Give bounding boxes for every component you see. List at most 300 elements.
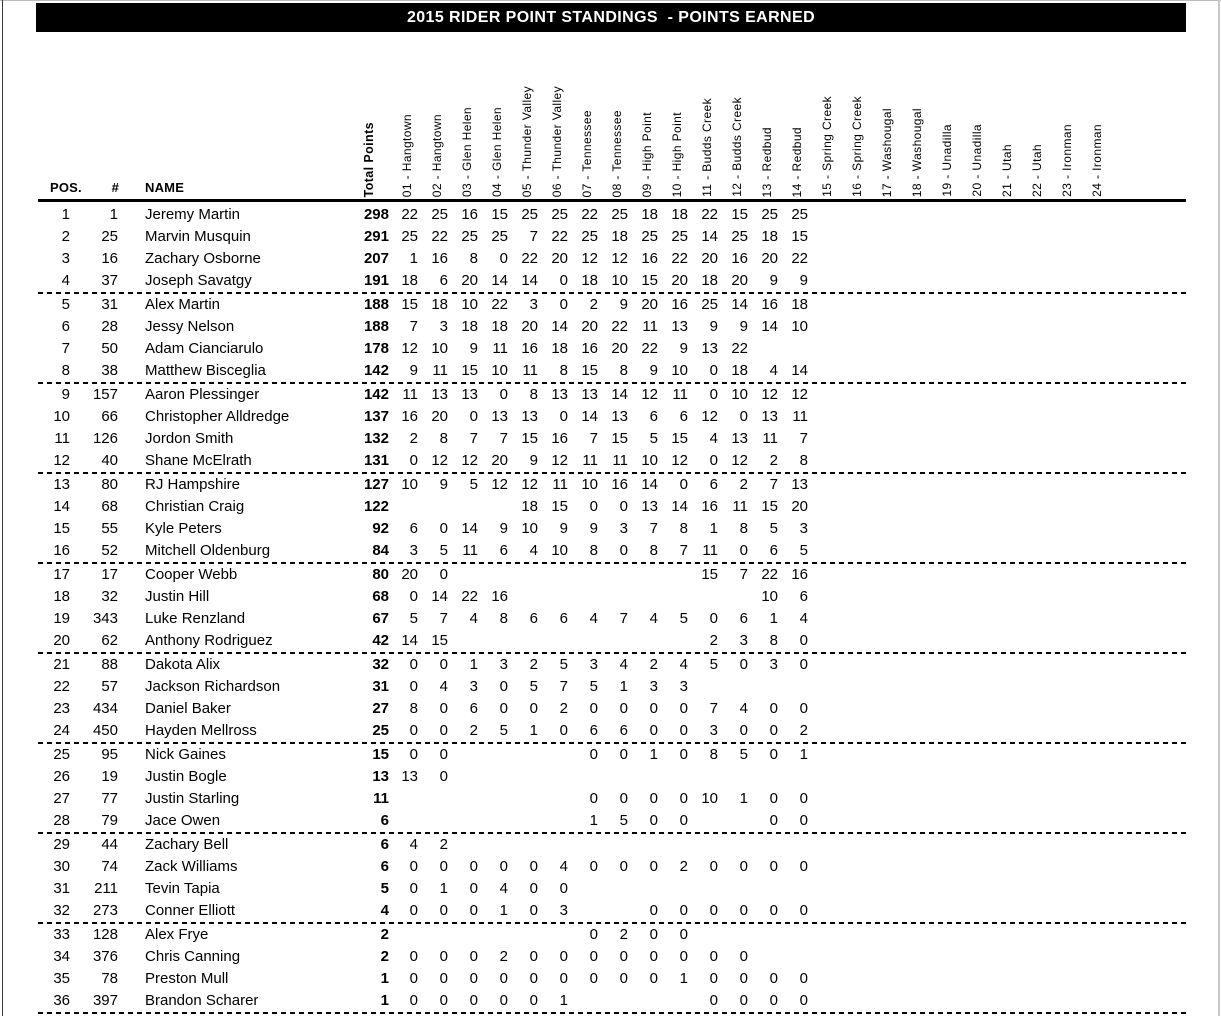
round-points-cell: 13 — [701, 340, 718, 357]
round-points-cell: 11 — [702, 542, 718, 559]
round-column-header-label: 09 - High Point — [640, 111, 654, 197]
round-points-cell: 6 — [589, 722, 598, 739]
standings-table — [38, 33, 1186, 1014]
table-row — [38, 496, 1186, 518]
round-points-cell: 3 — [649, 678, 658, 695]
round-column-header-label: 07 - Tennessee — [580, 109, 594, 197]
round-points-cell: 18 — [611, 228, 628, 245]
total-points-cell: 6 — [380, 858, 389, 875]
round-points-cell: 4 — [649, 610, 658, 627]
round-points-cell: 0 — [499, 992, 508, 1009]
total-points-cell: 188 — [363, 318, 389, 335]
round-points-cell: 9 — [739, 318, 748, 335]
position-cell: 30 — [53, 858, 70, 875]
round-points-cell: 0 — [409, 948, 418, 965]
round-points-cell: 15 — [701, 566, 718, 583]
table-row — [38, 766, 1186, 788]
round-points-cell: 1 — [559, 992, 568, 1009]
round-points-cell: 0 — [439, 722, 448, 739]
round-points-cell: 0 — [799, 992, 808, 1009]
position-cell: 14 — [53, 498, 70, 515]
round-points-cell: 16 — [401, 408, 418, 425]
round-points-cell: 10 — [401, 476, 418, 493]
round-points-cell: 18 — [581, 272, 598, 289]
rider-number-cell: 68 — [101, 498, 118, 515]
round-points-cell: 20 — [761, 250, 778, 267]
round-points-cell: 15 — [491, 206, 508, 223]
position-cell: 34 — [53, 948, 70, 965]
rider-name-cell: Preston Mull — [145, 970, 229, 987]
round-points-cell: 14 — [461, 520, 478, 537]
round-points-cell: 20 — [701, 250, 718, 267]
position-cell: 8 — [61, 362, 70, 379]
rider-name-cell: Jackson Richardson — [145, 678, 281, 695]
rider-name-cell: Zachary Bell — [145, 836, 229, 853]
round-points-cell: 25 — [461, 228, 478, 245]
round-points-cell: 2 — [769, 452, 778, 469]
round-points-cell: 16 — [611, 476, 628, 493]
round-points-cell: 25 — [491, 228, 508, 245]
round-points-cell: 0 — [739, 656, 748, 673]
rider-number-cell: 80 — [101, 476, 118, 493]
round-points-cell: 0 — [619, 948, 628, 965]
rider-name-cell: Tevin Tapia — [145, 880, 220, 897]
round-points-cell: 0 — [709, 386, 718, 403]
round-points-cell: 13 — [521, 408, 538, 425]
round-points-cell: 7 — [619, 610, 628, 627]
total-points-cell: 31 — [372, 678, 389, 695]
round-points-cell: 0 — [619, 700, 628, 717]
round-points-cell: 0 — [499, 858, 508, 875]
round-points-cell: 20 — [671, 272, 688, 289]
rider-number-cell: 57 — [101, 678, 118, 695]
position-cell: 13 — [53, 476, 70, 493]
round-column-header-label: 06 - Thunder Valley — [550, 85, 564, 197]
round-points-cell: 0 — [409, 722, 418, 739]
round-points-cell: 0 — [679, 948, 688, 965]
rider-name-cell: Zachary Osborne — [145, 250, 261, 267]
round-column-header — [422, 114, 452, 199]
round-points-cell: 0 — [769, 970, 778, 987]
round-points-cell: 20 — [791, 498, 808, 515]
round-points-cell: 25 — [671, 228, 688, 245]
round-points-cell: 25 — [611, 206, 628, 223]
round-points-cell: 12 — [731, 452, 748, 469]
table-row — [38, 924, 1186, 946]
round-points-cell: 0 — [769, 858, 778, 875]
round-points-cell: 6 — [619, 722, 628, 739]
round-points-cell: 14 — [551, 318, 568, 335]
round-points-cell: 6 — [439, 272, 448, 289]
round-points-cell: 0 — [739, 722, 748, 739]
rider-name-cell: Aaron Plessinger — [145, 386, 260, 403]
table-row — [38, 990, 1186, 1012]
position-cell: 9 — [61, 386, 70, 403]
round-points-cell: 9 — [469, 340, 478, 357]
round-points-cell: 5 — [529, 678, 538, 695]
rider-name-cell: Dakota Alix — [145, 656, 221, 673]
rider-number-cell: 1 — [109, 206, 118, 223]
round-points-cell: 25 — [401, 228, 418, 245]
round-points-cell: 18 — [701, 272, 718, 289]
total-points-cell: 68 — [372, 588, 389, 605]
round-column-header-label: 10 - High Point — [670, 111, 684, 197]
round-points-cell: 5 — [439, 542, 448, 559]
round-points-cell: 0 — [409, 656, 418, 673]
round-column-header-label: 22 - Utah — [1030, 144, 1044, 197]
round-points-cell: 1 — [769, 610, 778, 627]
rider-name-cell: Kyle Peters — [145, 520, 222, 537]
round-column-header — [842, 96, 872, 199]
round-points-cell: 0 — [499, 970, 508, 987]
rider-name-cell: Daniel Baker — [145, 700, 231, 717]
table-row — [38, 968, 1186, 990]
total-points-cell: 291 — [363, 228, 389, 245]
rider-number-cell: 78 — [101, 970, 118, 987]
round-points-cell: 18 — [401, 272, 418, 289]
round-points-cell: 13 — [731, 430, 748, 447]
round-points-cell: 1 — [409, 250, 418, 267]
round-points-cell: 0 — [529, 970, 538, 987]
round-column-header — [452, 107, 482, 199]
round-points-cell: 18 — [641, 206, 658, 223]
round-column-header — [602, 110, 632, 199]
rider-number-cell: 32 — [101, 588, 118, 605]
round-points-cell: 1 — [709, 520, 718, 537]
round-points-cell: 0 — [499, 386, 508, 403]
rider-number-cell: 62 — [101, 632, 118, 649]
round-column-header — [902, 108, 932, 199]
round-points-cell: 14 — [431, 588, 448, 605]
round-points-cell: 11 — [672, 386, 688, 403]
table-row — [38, 428, 1186, 450]
round-points-cell: 8 — [469, 250, 478, 267]
rider-name-cell: Nick Gaines — [145, 746, 226, 763]
rider-name-cell: Mitchell Oldenburg — [145, 542, 271, 559]
round-points-cell: 3 — [469, 678, 478, 695]
round-points-cell: 0 — [769, 992, 778, 1009]
position-cell: 10 — [53, 408, 70, 425]
round-points-cell: 0 — [439, 992, 448, 1009]
round-points-cell: 0 — [739, 858, 748, 875]
table-row — [38, 788, 1186, 810]
rider-name-cell: Justin Bogle — [145, 768, 227, 785]
round-column-header — [932, 124, 962, 199]
round-points-cell: 0 — [409, 746, 418, 763]
rider-number-cell: 450 — [92, 722, 118, 739]
round-points-cell: 3 — [799, 520, 808, 537]
position-cell: 15 — [53, 520, 70, 537]
round-points-cell: 22 — [401, 206, 418, 223]
round-points-cell: 0 — [769, 722, 778, 739]
total-points-cell: 32 — [372, 656, 389, 673]
position-cell: 27 — [53, 790, 70, 807]
round-points-cell: 0 — [529, 858, 538, 875]
round-points-cell: 9 — [439, 476, 448, 493]
table-row — [38, 744, 1186, 766]
round-points-cell: 0 — [409, 992, 418, 1009]
rider-number-cell: 126 — [92, 430, 118, 447]
round-points-cell: 25 — [551, 206, 568, 223]
total-points-cell: 137 — [363, 408, 389, 425]
round-column-header — [722, 97, 752, 199]
round-points-cell: 18 — [431, 296, 448, 313]
round-points-cell: 0 — [799, 632, 808, 649]
rider-number-column-header: # — [111, 180, 119, 195]
page-title: 2015 RIDER POINT STANDINGS - POINTS EARNED — [406, 8, 816, 26]
round-points-cell: 7 — [469, 430, 478, 447]
total-points-cell: 132 — [363, 430, 389, 447]
position-cell: 11 — [54, 430, 70, 447]
rider-name-cell: Joseph Savatgy — [145, 272, 252, 289]
total-points-cell: 1 — [380, 970, 389, 987]
round-points-cell: 22 — [761, 566, 778, 583]
round-points-cell: 3 — [769, 656, 778, 673]
round-points-cell: 0 — [769, 902, 778, 919]
round-points-cell: 10 — [461, 296, 478, 313]
table-row — [38, 630, 1186, 652]
round-points-cell: 5 — [469, 476, 478, 493]
round-points-cell: 11 — [612, 452, 628, 469]
round-points-cell: 2 — [409, 430, 418, 447]
round-points-cell: 0 — [739, 948, 748, 965]
title-bar — [36, 3, 1186, 32]
round-points-cell: 22 — [581, 206, 598, 223]
table-row — [38, 204, 1186, 226]
round-points-cell: 0 — [529, 948, 538, 965]
round-points-cell: 12 — [791, 386, 808, 403]
round-points-cell: 11 — [582, 452, 598, 469]
rider-number-cell: 397 — [92, 992, 118, 1009]
round-points-cell: 4 — [499, 880, 508, 897]
round-points-cell: 8 — [709, 746, 718, 763]
round-points-cell: 20 — [521, 318, 538, 335]
round-points-cell: 0 — [619, 790, 628, 807]
round-points-cell: 7 — [679, 542, 688, 559]
table-row — [38, 834, 1186, 856]
round-points-cell: 8 — [619, 362, 628, 379]
round-points-cell: 18 — [761, 228, 778, 245]
rider-number-cell: 44 — [101, 836, 118, 853]
rider-name-cell: Justin Hill — [145, 588, 210, 605]
total-points-cell: 2 — [380, 926, 389, 943]
round-points-cell: 0 — [559, 408, 568, 425]
round-points-cell: 0 — [769, 812, 778, 829]
round-column-header — [692, 98, 722, 199]
round-points-cell: 16 — [701, 498, 718, 515]
round-points-cell: 20 — [491, 452, 508, 469]
round-points-cell: 0 — [649, 902, 658, 919]
total-points-cell: 142 — [363, 386, 389, 403]
round-points-cell: 0 — [409, 452, 418, 469]
round-points-cell: 6 — [709, 476, 718, 493]
table-row — [38, 564, 1186, 586]
total-points-cell: 127 — [363, 476, 389, 493]
round-points-cell: 0 — [529, 992, 538, 1009]
round-column-header — [872, 108, 902, 199]
round-points-cell: 9 — [649, 362, 658, 379]
round-points-cell: 0 — [619, 746, 628, 763]
position-cell: 18 — [53, 588, 70, 605]
round-points-cell: 0 — [589, 746, 598, 763]
round-points-cell: 2 — [739, 476, 748, 493]
round-points-cell: 12 — [701, 408, 718, 425]
round-points-cell: 7 — [709, 700, 718, 717]
round-points-cell: 5 — [769, 520, 778, 537]
rider-number-cell: 28 — [101, 318, 118, 335]
round-points-cell: 0 — [799, 858, 808, 875]
round-points-cell: 3 — [589, 656, 598, 673]
round-points-cell: 6 — [799, 588, 808, 605]
round-points-cell: 0 — [439, 746, 448, 763]
round-points-cell: 0 — [619, 858, 628, 875]
round-points-cell: 16 — [581, 340, 598, 357]
round-points-cell: 0 — [739, 992, 748, 1009]
round-points-cell: 14 — [521, 272, 538, 289]
rider-name-cell: Luke Renzland — [145, 610, 246, 627]
rider-number-cell: 40 — [101, 452, 118, 469]
round-points-cell: 6 — [499, 542, 508, 559]
round-points-cell: 15 — [611, 430, 628, 447]
rider-number-cell: 434 — [92, 700, 118, 717]
round-points-cell: 2 — [499, 948, 508, 965]
round-points-cell: 0 — [559, 880, 568, 897]
table-row — [38, 878, 1186, 900]
round-points-cell: 0 — [409, 858, 418, 875]
pos-column-header: POS. — [50, 180, 82, 195]
round-column-header — [542, 86, 572, 199]
table-row — [38, 474, 1186, 496]
round-points-cell: 4 — [469, 610, 478, 627]
round-points-cell: 9 — [619, 296, 628, 313]
round-points-cell: 9 — [799, 272, 808, 289]
position-cell: 35 — [53, 970, 70, 987]
round-points-cell: 0 — [799, 812, 808, 829]
round-column-header-label: 11 - Budds Creek — [700, 98, 714, 197]
round-column-header-label: 03 - Glen Helen — [460, 106, 474, 197]
position-cell: 7 — [61, 340, 70, 357]
round-points-cell: 2 — [649, 656, 658, 673]
round-points-cell: 14 — [611, 386, 628, 403]
table-row — [38, 450, 1186, 472]
rider-number-cell: 79 — [101, 812, 118, 829]
rider-name-cell: Alex Frye — [145, 926, 209, 943]
round-points-cell: 1 — [739, 790, 748, 807]
round-points-cell: 10 — [671, 362, 688, 379]
total-points-cell: 67 — [372, 610, 389, 627]
rider-number-cell: 77 — [101, 790, 118, 807]
round-points-cell: 0 — [529, 902, 538, 919]
round-points-cell: 13 — [491, 408, 508, 425]
round-points-cell: 9 — [769, 272, 778, 289]
round-column-header-label: 24 - Ironman — [1090, 124, 1104, 197]
rider-number-cell: 157 — [92, 386, 118, 403]
round-points-cell: 0 — [469, 970, 478, 987]
total-points-cell: 1 — [380, 992, 389, 1009]
round-column-header — [572, 110, 602, 199]
round-points-cell: 0 — [799, 790, 808, 807]
position-cell: 17 — [53, 566, 70, 583]
round-points-cell: 16 — [431, 250, 448, 267]
round-points-cell: 10 — [431, 340, 448, 357]
round-points-cell: 2 — [709, 632, 718, 649]
position-cell: 29 — [53, 836, 70, 853]
round-points-cell: 25 — [731, 228, 748, 245]
rider-name-cell: Cooper Webb — [145, 566, 238, 583]
total-points-cell: 27 — [372, 700, 389, 717]
position-cell: 20 — [53, 632, 70, 649]
round-points-cell: 13 — [791, 476, 808, 493]
round-column-header — [752, 127, 782, 199]
round-points-cell: 12 — [491, 476, 508, 493]
round-points-cell: 20 — [641, 296, 658, 313]
round-points-cell: 2 — [799, 722, 808, 739]
round-points-cell: 0 — [559, 296, 568, 313]
round-column-header-label: 21 - Utah — [1000, 144, 1014, 197]
round-points-cell: 0 — [469, 880, 478, 897]
round-points-cell: 22 — [611, 318, 628, 335]
round-points-cell: 7 — [769, 476, 778, 493]
round-points-cell: 5 — [589, 678, 598, 695]
round-points-cell: 0 — [709, 362, 718, 379]
round-points-cell: 1 — [799, 746, 808, 763]
round-points-cell: 25 — [641, 228, 658, 245]
round-points-cell: 0 — [559, 722, 568, 739]
round-points-cell: 13 — [431, 386, 448, 403]
rider-number-cell: 211 — [94, 880, 118, 897]
round-points-cell: 10 — [521, 520, 538, 537]
group-separator-line — [38, 1012, 1186, 1014]
round-points-cell: 0 — [769, 790, 778, 807]
table-row — [38, 810, 1186, 832]
rider-number-cell: 376 — [92, 948, 118, 965]
total-points-cell: 11 — [373, 790, 389, 807]
position-cell: 3 — [61, 250, 70, 267]
total-points-cell: 92 — [372, 520, 389, 537]
round-points-cell: 15 — [581, 362, 598, 379]
round-points-cell: 0 — [589, 790, 598, 807]
round-points-cell: 14 — [761, 318, 778, 335]
round-points-cell: 2 — [469, 722, 478, 739]
rider-number-cell: 128 — [92, 926, 118, 943]
table-row — [38, 698, 1186, 720]
total-points-cell: 142 — [363, 362, 389, 379]
page-top-edge — [0, 0, 1221, 1]
round-points-cell: 18 — [521, 498, 538, 515]
table-row — [38, 900, 1186, 922]
table-row — [38, 946, 1186, 968]
round-points-cell: 16 — [641, 250, 658, 267]
round-points-cell: 22 — [461, 588, 478, 605]
round-points-cell: 0 — [409, 588, 418, 605]
round-points-cell: 16 — [551, 430, 568, 447]
rider-name-cell: Jeremy Martin — [145, 206, 241, 223]
round-points-cell: 0 — [679, 902, 688, 919]
round-points-cell: 5 — [559, 656, 568, 673]
round-column-header-label: 15 - Spring Creek — [820, 96, 834, 197]
round-points-cell: 20 — [401, 566, 418, 583]
round-points-cell: 15 — [431, 632, 448, 649]
round-points-cell: 12 — [581, 250, 598, 267]
round-points-cell: 12 — [641, 386, 658, 403]
round-points-cell: 10 — [581, 476, 598, 493]
round-column-header-label: 18 - Washougal — [910, 107, 924, 197]
round-points-cell: 16 — [791, 566, 808, 583]
round-points-cell: 8 — [679, 520, 688, 537]
round-column-header-label: 12 - Budds Creek — [730, 97, 744, 197]
position-cell: 19 — [53, 610, 70, 627]
round-column-header-label: 19 - Unadilla — [940, 124, 954, 197]
